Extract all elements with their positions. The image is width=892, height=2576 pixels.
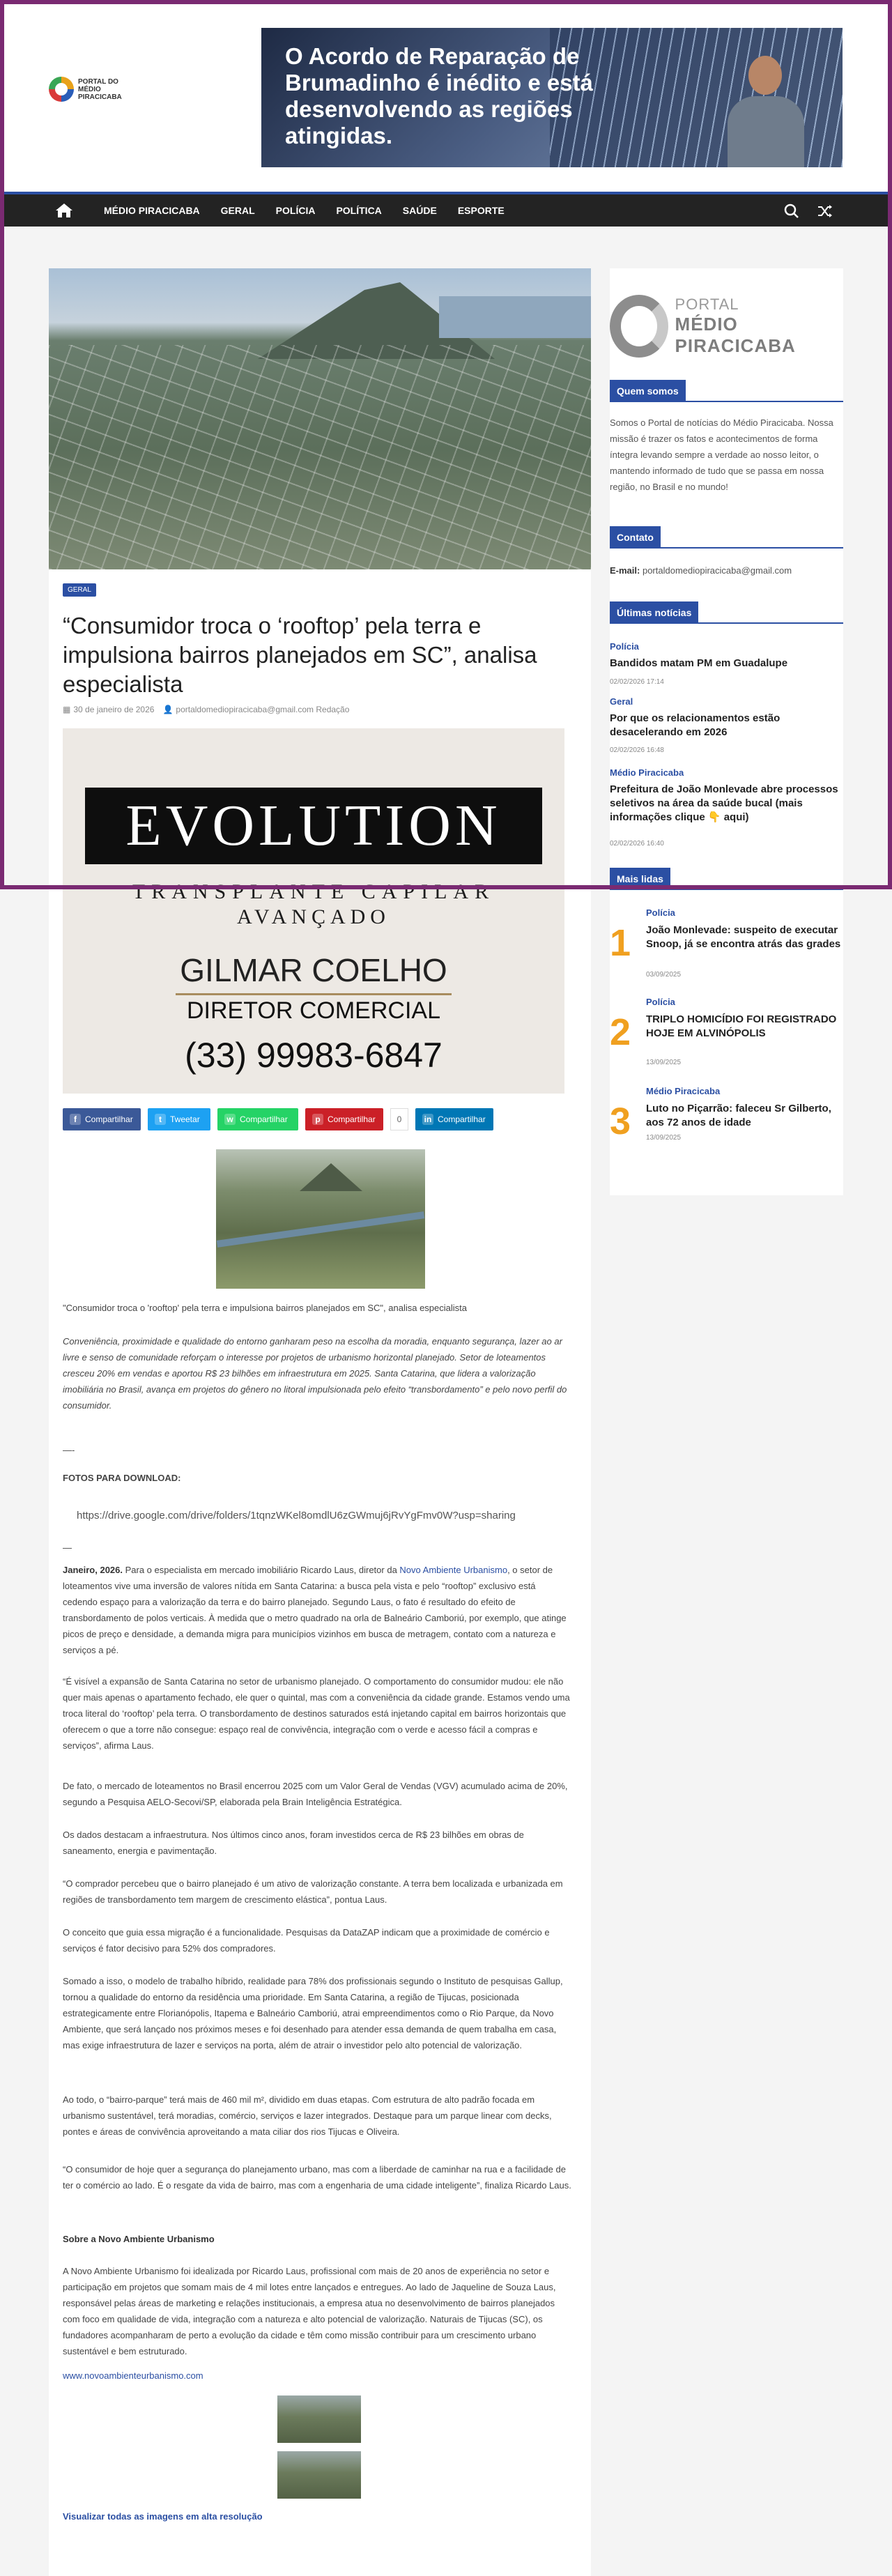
evolution-divider: [176, 993, 452, 995]
linkedin-icon: in: [422, 1114, 433, 1125]
paragraph-2: “É visível a expansão de Santa Catarina no setor de urbanismo planejado. O comportamento do consumidor mudou: ele não quer mais apenas o apartamento fechado, ele quer o quintal, mas com a conveniência da cidade grande. Estamos vendo uma troca literal do ‘rooftop’ pela terra. O transbordamento de destinos saturados está injetando capital em bairros horizontais que oferecem o que a torre não consegue: espaço real de convivência, integração com o verde e acesso fácil a compras e serviços”, afirma Laus.: [63, 1676, 570, 1751]
paragraph-1: Janeiro, 2026. Para o especialista em mercado imobiliário Ricardo Laus, diretor da Novo Ambiente Urbanismo, o setor de loteamentos vive uma inversão de valores nítida em Santa Catarina: a busca pela vista e pelo “rooftop” exclusivo está cedendo espaço para a valorização da terra e do bairro planejado. Segundo Laus, o fato é resultado do efeito de transbordamento de polos verticais. À medida que o metro quadrado na orla de Balneário Camboriú, por exemplo, que atinge picos de preço e densidade, a demanda migra para municípios vizinhos em busca de metragem, contato com a natureza e serviços a pé.: [63, 1565, 567, 1655]
logo-text: PORTAL DO MÉDIO PIRACICABA: [78, 77, 122, 101]
share-twitter-button[interactable]: t Tweetar: [148, 1108, 210, 1130]
most-read-date: 13/09/2025: [646, 1134, 682, 1142]
user-icon: 👤: [162, 705, 174, 714]
paragraph-7: Somado a isso, o modelo de trabalho híbrido, realidade para 78% dos profissionais segundo o Instituto de pesquisas Gallup, tornou a qualidade do entorno da residência uma prioridade. Em Santa Catarina, a região de Tijucas, posicionada estrategicamente entre Florianópolis, Itapema e Balneário Camboriú, atrai empreendimentos como o Rio Parque, da Novo Ambiente, que será lançado nos próximos meses e foi desenhado para atender essa demanda de quem trabalha em casa, mas exige infraestrutura de lazer e serviços na porta, além de atrair o investidor pelo alto potencial de valorização.: [63, 1976, 563, 2050]
rank-number: 1: [610, 922, 631, 964]
most-read-item-title[interactable]: Luto no Piçarrão: faleceu Sr Gilberto, aos 72 anos de idade: [646, 1103, 831, 1128]
banner-person-image: [728, 56, 804, 167]
nav-item-geral[interactable]: GERAL: [220, 205, 255, 216]
header-banner-ad[interactable]: [261, 28, 843, 167]
share-count: 0: [390, 1108, 408, 1130]
contact-widget-title: Contato: [610, 526, 843, 549]
article-author[interactable]: portaldomediopiracicaba@gmail.com Redação: [176, 705, 350, 714]
most-read-category[interactable]: Polícia: [646, 997, 675, 1007]
sidebar-logo[interactable]: [610, 288, 843, 365]
paragraph-9: “O consumidor de hoje quer a segurança do planejamento urbano, mas com a liberdade de caminhar na rua e a facilidade de ter o comércio ao lado. É o resgate da vida de bairro, mas com a engenharia de uma cidade inteligente”, finaliza Ricardo Laus.: [63, 2164, 571, 2191]
evolution-logo-bar: [85, 788, 542, 864]
sidebar-logo-line1: PORTAL: [675, 296, 739, 313]
main-nav: [0, 192, 892, 227]
view-all-images-link[interactable]: Visualizar todas as imagens em alta resolução: [63, 2511, 263, 2522]
paragraph-5: “O comprador percebeu que o bairro planejado é um ativo de valorização constante. A terra bem localizada e urbanizada em regiões de transbordamento tem margem de crescimento elástica”, pontua Laus.: [63, 1878, 563, 1905]
latest-news-category[interactable]: Médio Piracicaba: [610, 767, 684, 778]
most-read-title: Mais lidas: [610, 868, 843, 890]
company-site-link[interactable]: www.novoambienteurbanismo.com: [63, 2370, 203, 2381]
evolution-phone: (33) 99983-6847: [185, 1036, 443, 1075]
latest-news-date: 02/02/2026 16:48: [610, 746, 664, 754]
evolution-line2: AVANÇADO: [237, 905, 390, 928]
sidebar: [610, 268, 843, 1195]
nav-item-esporte[interactable]: ESPORTE: [457, 205, 505, 216]
most-read-item-title[interactable]: TRIPLO HOMICÍDIO FOI REGISTRADO HOJE EM ALVINÓPOLIS: [646, 1013, 837, 1039]
site-header: [0, 0, 892, 192]
contact-email[interactable]: portaldomediopiracicaba@gmail.com: [642, 565, 792, 576]
paragraph-3: De fato, o mercado de loteamentos no Brasil encerrou 2025 com um Valor Geral de Vendas (VGV) acumulado acima de 20%, segundo a Pesquisa AELO-Secovi/SP, elaborada pela Brain Inteligência Estratégica.: [63, 1781, 568, 1807]
content-area: [0, 227, 892, 2576]
article-title: “Consumidor troca o ‘rooftop’ pela terra e impulsiona bairros planejados em SC”, analisa especialista: [63, 613, 537, 697]
whatsapp-icon: w: [224, 1114, 236, 1125]
most-read-date: 03/09/2025: [646, 971, 682, 979]
latest-news-title: Últimas notícias: [610, 601, 843, 624]
article-photo: [216, 1149, 425, 1289]
facebook-icon: f: [70, 1114, 81, 1125]
nav-item-saude[interactable]: SAÚDE: [402, 205, 437, 216]
gallery-thumbnail-1[interactable]: [277, 2395, 361, 2443]
latest-news-date: 02/02/2026 16:40: [610, 840, 664, 848]
most-read-category[interactable]: Polícia: [646, 907, 675, 918]
home-icon[interactable]: [54, 202, 74, 219]
rank-number: 3: [610, 1101, 631, 1142]
site-logo[interactable]: [49, 77, 141, 102]
pinterest-icon: p: [312, 1114, 323, 1125]
portal-logo-icon: [610, 295, 668, 358]
divider-text-1: —-: [63, 1445, 75, 1455]
contact-email-row: E-mail: portaldomediopiracicaba@gmail.com: [610, 565, 792, 576]
latest-news-category[interactable]: Polícia: [610, 641, 639, 652]
share-buttons: [63, 1108, 493, 1130]
article: [49, 268, 591, 2576]
nav-item-politica[interactable]: POLÍTICA: [336, 205, 382, 216]
latest-news-category[interactable]: Geral: [610, 696, 633, 707]
evolution-contact-name: GILMAR COELHO: [180, 952, 447, 988]
article-date[interactable]: 30 de janeiro de 2026: [73, 705, 155, 714]
nav-item-medio-piracicaba[interactable]: MÉDIO PIRACICABA: [104, 205, 200, 216]
article-meta: [63, 705, 349, 714]
share-whatsapp-button[interactable]: w Compartilhar: [217, 1108, 298, 1130]
latest-news-title-item[interactable]: Por que os relacionamentos estão desacelerando em 2026: [610, 712, 780, 738]
nav-item-policia[interactable]: POLÍCIA: [275, 205, 316, 216]
shuffle-icon[interactable]: [817, 204, 833, 219]
share-pinterest-button[interactable]: p Compartilhar: [305, 1108, 383, 1130]
banner-headline: O Acordo de Reparação de Brumadinho é inédito e está desenvolvendo as regiões atingidas.: [285, 43, 593, 148]
category-badge[interactable]: GERAL: [63, 583, 96, 597]
paragraph-4: Os dados destacam a infraestrutura. Nos últimos cinco anos, foram investidos cerca de R$ 23 bilhões em obras de saneamento, energia e pavimentação.: [63, 1830, 524, 1856]
sidebar-logo-line2: MÉDIO PIRACICABA: [675, 314, 796, 356]
evolution-brand: EVOLUTION: [125, 793, 502, 858]
about-company-title: Sobre a Novo Ambiente Urbanismo: [63, 2234, 215, 2244]
downloads-url[interactable]: https://drive.google.com/drive/folders/1tqnzWKel8omdlU6zGWmuj6jRvYgFmv0W?usp=sharing: [77, 1510, 516, 1521]
latest-news-title-item[interactable]: Prefeitura de João Monlevade abre processos seletivos na área da saúde bucal (mais informações clique 👇 aqui): [610, 783, 838, 823]
novo-ambiente-link[interactable]: Novo Ambiente Urbanismo: [399, 1565, 508, 1575]
paragraph-8: Ao todo, o “bairro-parque” terá mais de 460 mil m², dividido em duas etapas. Com estrutura de alto padrão focada em urbanismo sustentável, terá moradias, comércio, serviços e lazer integrados. Destaque para um parque linear com decks, pontes e áreas de convivência aproveitando a mata ciliar dos rios Tijucas e Oliveira.: [63, 2094, 552, 2137]
evolution-ad[interactable]: [63, 728, 564, 1094]
about-company-text: A Novo Ambiente Urbanismo foi idealizada por Ricardo Laus, profissional com mais de 20 anos de experiência no setor e participação em projetos que somam mais de 4 mil lotes entre lançados e entregues. Ao lado de Jaqueline de Souza Laus, responsável pelas áreas de marketing e relações institucionais, a empresa atua no desenvolvimento de bairros planejados com foco em qualidade de vida, integração com a natureza e alto potencial de valorização. Naturais de Tijucas (SC), os fundadores acompanharam de perto a evolução da cidade e têm como missão contribuir para um crescimento urbano sustentável e bem estruturado.: [63, 2266, 556, 2356]
most-read-date: 13/09/2025: [646, 1059, 682, 1066]
logo-mark-icon: [49, 77, 74, 102]
share-linkedin-button[interactable]: in Compartilhar: [415, 1108, 493, 1130]
paragraph-6: O conceito que guia essa migração é a funcionalidade. Pesquisas da DataZAP indicam que a proximidade de comércio e serviços é fator decisivo para 52% dos compradores.: [63, 1927, 550, 1954]
downloads-label: FOTOS PARA DOWNLOAD:: [63, 1473, 181, 1483]
gallery-thumbnail-2[interactable]: [277, 2451, 361, 2499]
calendar-icon: ▦: [63, 705, 71, 714]
rank-number: 2: [610, 1011, 631, 1053]
latest-news-date: 02/02/2026 17:14: [610, 678, 664, 686]
article-lede: Conveniência, proximidade e qualidade do entorno ganharam peso na escolha da moradia, enquanto segurança, lazer ao ar livre e senso de comunidade reforçam o interesse por projetos de urbanismo horizontal planejado. Setor de loteamentos cresceu 20% em vendas e aportou R$ 23 bilhões em infraestrutura em 2025. Santa Catarina, que lidera a valorização imobiliária no Brasil, avança em projetos do gênero no litoral impulsionada pelo efeito “transbordamento” e pelo novo perfil do consumidor.: [63, 1336, 567, 1411]
search-icon[interactable]: [784, 204, 799, 219]
share-facebook-button[interactable]: f Compartilhar: [63, 1108, 141, 1130]
twitter-icon: t: [155, 1114, 166, 1125]
article-hero-image: [49, 268, 591, 569]
divider-text-2: —: [63, 1542, 72, 1553]
most-read-item-title[interactable]: João Monlevade: suspeito de executar Snoop, já se encontra atrás das grades: [646, 924, 841, 950]
latest-news-title-item[interactable]: Bandidos matam PM em Guadalupe: [610, 657, 788, 669]
about-widget-text: Somos o Portal de notícias do Médio Piracicaba. Nossa missão é trazer os fatos e acontecimentos de forma íntegra levando sempre a verdade ao nosso leitor, o mantendo informado de tudo que se passa em nossa região, no Brasil e no mundo!: [610, 417, 833, 492]
photo-caption: "Consumidor troca o 'rooftop' pela terra e impulsiona bairros planejados em SC", analisa especialista: [63, 1303, 467, 1313]
evolution-line1: TRANSPLANTE CAPILAR: [132, 880, 495, 903]
evolution-contact-role: DIRETOR COMERCIAL: [187, 997, 440, 1024]
about-widget-title: Quem somos: [610, 380, 843, 402]
most-read-category[interactable]: Médio Piracicaba: [646, 1086, 721, 1096]
